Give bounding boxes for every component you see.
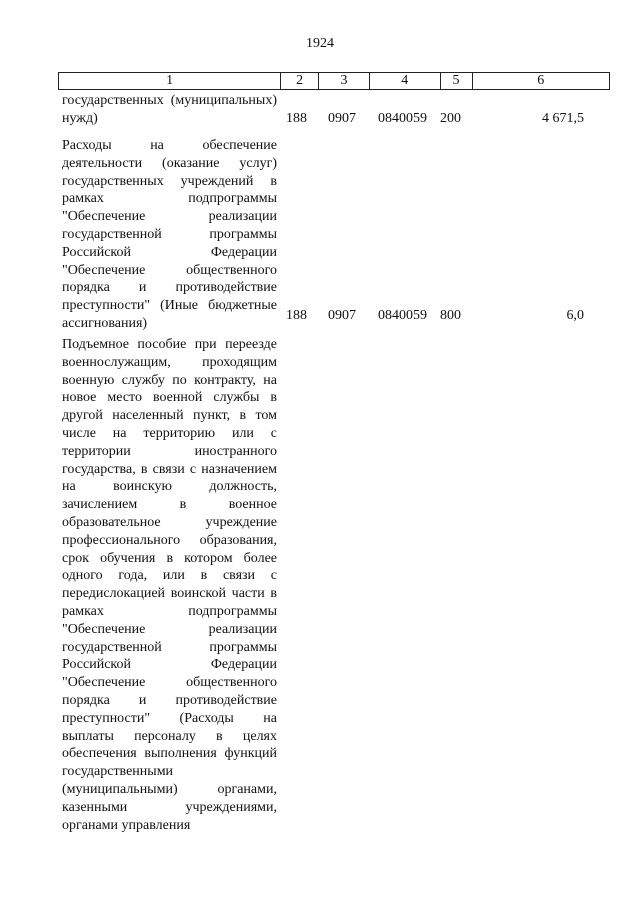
header-col-6: 6	[472, 73, 610, 89]
row-1-col-2: 188	[286, 111, 307, 126]
row-1-col-4: 0840059	[378, 111, 427, 126]
row-1-col-6: 4 671,5	[542, 111, 584, 126]
row-2-description: Расходы на обеспечение деятельности (оказание услуг) государственных учреждений в рамках подпрограммы "Обеспечение реализации государственной программы Российской Федерации "Обеспечение общественного порядка и противодействие преступности" (Иные бюджетные ассигнования)	[62, 138, 277, 331]
header-col-3: 3	[318, 73, 369, 89]
header-col-4: 4	[369, 73, 440, 89]
header-col-2: 2	[280, 73, 318, 89]
row-2-col-3: 0907	[328, 308, 356, 323]
page-number: 1924	[306, 36, 334, 51]
table-header-row	[58, 72, 610, 90]
row-3-description: Подъемное пособие при переезде военнослужащим, проходящим военную службу по контракту, на новое место военной службы в другой населенный пункт, в том числе на территорию или с территории иностранного государства, в связи с назначением на воинскую должность, зачислением в военное образовательное учреждение профессионального образования, срок обучения в котором более одного года, или в связи с передислокацией воинской части в рамках подпрограммы "Обеспечение реализации государственной программы Российской Федерации "Обеспечение общественного порядка и противодействие преступности" (Расходы на выплаты персоналу в целях обеспечения выполнения функций государственными (муниципальными) органами, казенными учреждениями, органами управления	[62, 337, 277, 833]
row-1-col-5: 200	[440, 111, 461, 126]
row-2-col-5: 800	[440, 308, 461, 323]
header-col-1: 1	[166, 73, 174, 88]
row-2-col-4: 0840059	[378, 308, 427, 323]
header-col-5: 5	[440, 73, 472, 89]
row-2-col-6: 6,0	[566, 308, 584, 323]
row-1-col-3: 0907	[328, 111, 356, 126]
row-2-col-2: 188	[286, 308, 307, 323]
row-1-description: государственных (муниципальных) нужд)	[62, 93, 277, 126]
